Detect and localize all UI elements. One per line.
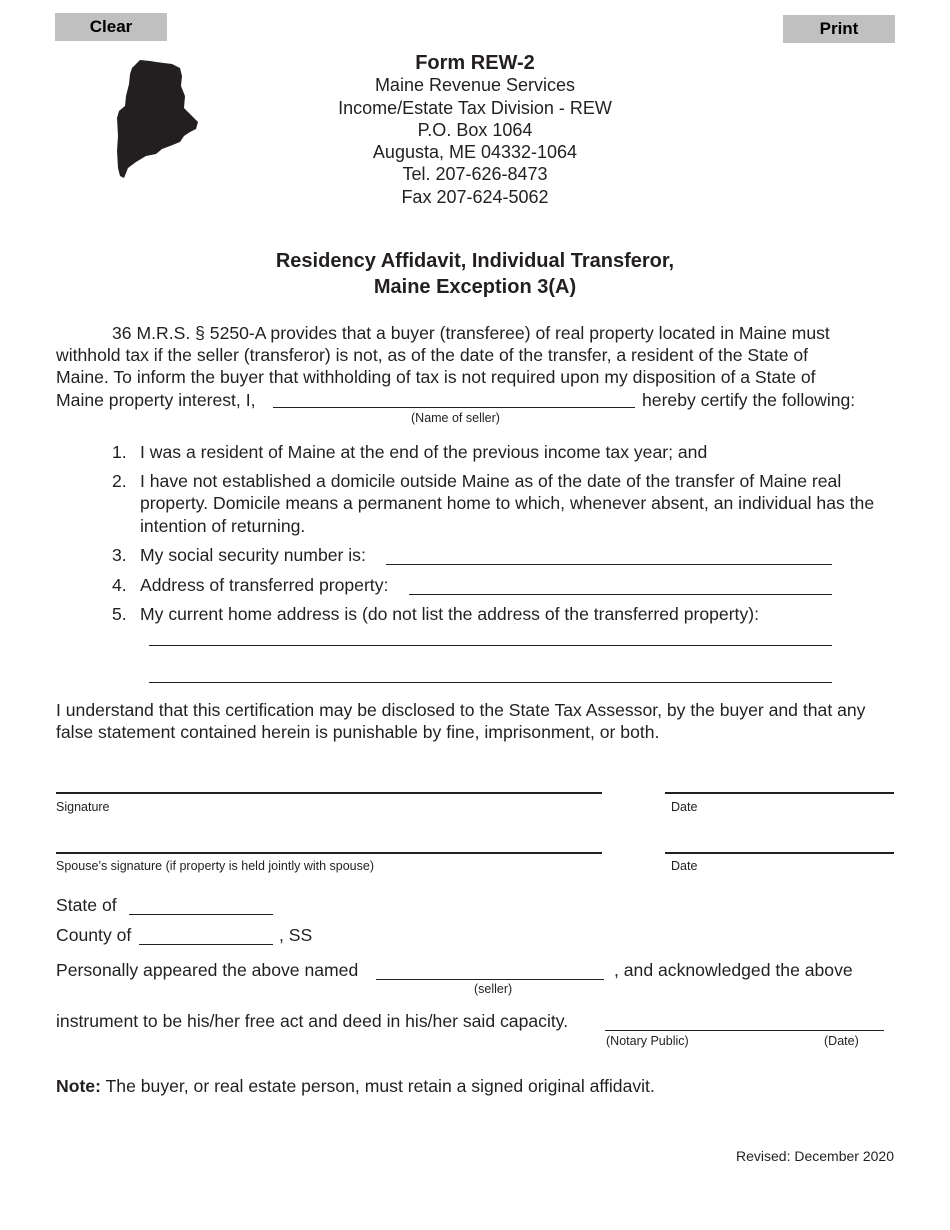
home-address-line2-input[interactable] [149,664,832,683]
notary-input[interactable] [605,1012,884,1031]
appeared-seller-input[interactable] [376,961,604,980]
clear-button[interactable]: Clear [55,13,167,41]
note [56,1075,896,1097]
note-text: The buyer, or real estate person, must retain a signed original affidavit. [100,1076,655,1096]
form-title [200,248,750,300]
date-label: Date [671,800,698,814]
item-number: 1. [112,442,127,462]
print-button[interactable]: Print [783,15,895,43]
item-text: I was a resident of Maine at the end of the previous income tax year; and [140,442,708,462]
acknowledged-text: , and acknowledged the above [614,960,853,980]
county-of-label: County of [56,925,132,945]
header-line: Maine Revenue Services [374,75,576,96]
seller-caption: (seller) [474,982,513,996]
spouse-date-line[interactable] [665,852,894,854]
header-line: Income/Estate Tax Division - REW [338,97,612,118]
header-line: P.O. Box 1064 [417,119,533,140]
home-address-line1-input[interactable] [149,627,832,646]
ss-label: , SS [279,925,313,945]
spouse-signature-line[interactable] [56,852,602,854]
item-number: 4. [112,575,127,595]
ssn-input[interactable] [386,546,832,565]
title-line: Residency Affidavit, Individual Transferor, [275,250,675,272]
item-number: 5. [112,604,127,624]
spouse-signature-label: Spouse’s signature (if property is held jointly with spouse) [56,859,374,873]
notary-date-caption: (Date) [824,1034,859,1048]
item-text: Address of transferred property: [140,575,389,595]
item-text: I have not established a domicile outside Maine as of the date of the transfer of Maine real property. Domicile means a permanent home to which, whenever absent, an individual has the intention of returning. [140,471,875,536]
intro-line: Maine. To inform the buyer that withholding of tax is not required upon my disposition of a State of [56,367,816,387]
appeared-text: Personally appeared the above named [56,960,359,980]
form-header [300,52,650,208]
item-number: 3. [112,545,127,565]
seller-name-caption: (Name of seller) [411,411,500,425]
notary-caption: (Notary Public) [606,1034,689,1048]
item-text: My social security number is: [140,545,366,565]
state-input[interactable] [129,896,273,915]
county-input[interactable] [139,926,273,945]
intro-line: hereby certify the following: [642,390,856,410]
instrument-text: instrument to be his/her free act and deed in his/her said capacity. [56,1011,569,1031]
spouse-date-label: Date [671,859,698,873]
signature-label: Signature [56,800,110,814]
header-line: Augusta, ME 04332-1064 [372,142,578,163]
header-line: Tel. 207-626-8473 [402,164,548,185]
intro-line: withhold tax if the seller (transferor) is not, as of the date of the transfer, a resident of the State of [56,345,809,365]
header-line: Fax 207-624-5062 [401,186,549,207]
form-id: Form REW-2 [415,52,535,74]
title-line: Maine Exception 3(A) [373,276,577,298]
signature-line[interactable] [56,792,602,794]
item-number: 2. [112,471,127,491]
signature-date-line[interactable] [665,792,894,794]
state-of-label: State of [56,895,117,915]
intro-line: Maine property interest, I, [56,390,256,410]
item-text: My current home address is (do not list the address of the transferred property): [140,604,759,624]
transferred-property-address-input[interactable] [409,576,832,595]
revised-date: Revised: December 2020 [736,1148,894,1164]
note-label: Note: [56,1076,101,1096]
intro-line: 36 M.R.S. § 5250-A provides that a buyer (transferee) of real property located in Maine must [112,323,830,343]
disclosure-text: I understand that this certification may be disclosed to the State Tax Assessor, by the buyer and that any false statement contained herein is punishable by fine, imprisonment, or both. [56,700,866,743]
maine-state-icon [112,56,202,181]
seller-name-input[interactable] [273,389,635,408]
